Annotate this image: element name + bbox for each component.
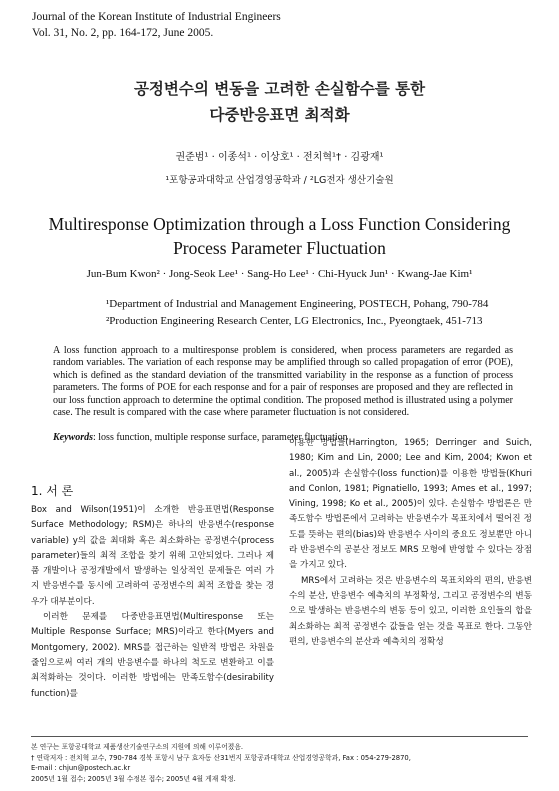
journal-header (32, 9, 281, 41)
english-affiliations (106, 296, 488, 330)
abstract: A loss function approach to a multiresponse problem is considered, when process parameters are regarded as random variables. The variation of each response may be amplified through so called propagation of error (POE), which is defined as the standard deviation of the transmitted variability in the response as a function of process parameters. The forms of POE for each response and for a pair of responses are proposed and they are reflected in our loss function approach to determine the optimal condition. The proposed method is illustrated using a polymer case. The result is compared with the case where parameter fluctuation is not considered. (53, 345, 513, 419)
affiliation-2: ²Production Engineering Research Center, LG Electronics, Inc., Pyeongtaek, 451-713 (106, 315, 483, 327)
right-column (289, 436, 532, 650)
left-column (31, 503, 274, 702)
paragraph: MRS에서 고려하는 것은 반응변수의 목표치와의 편의, 반응변수의 분산, 반응변수 예측치의 부정확성, 그리고 공정변수의 변동으로 발생하는 반응변수의 변동 등이 있고, 이러한 요인들의 합을 최소화하는 최적 공정변수 값들을 얻는 것을 목표로 한다. 그동안 편의, 반응변수의 분산과 예측치의 정확성 (289, 575, 532, 647)
footnote-dates: 2005년 1월 접수; 2005년 3월 수정본 접수; 2005년 4월 게재 확정. (31, 774, 236, 783)
english-title-line2: Process Parameter Fluctuation (173, 238, 386, 258)
keywords-label: Keywords (53, 432, 93, 443)
korean-title (0, 76, 559, 128)
journal-name: Journal of the Korean Institute of Industrial Engineers (32, 11, 281, 23)
english-authors: Jun-Bum Kwon² · Jong-Seok Lee¹ · Sang-Ho Lee¹ · Chi-Hyuck Jun¹ · Kwang-Jae Kim¹ (86, 268, 473, 280)
footnote-contact: † 연락저자 : 전치혁 교수, 790-784 경북 포항시 남구 효자동 산31번지 포항공과대학교 산업경영공학과, Fax : 054-279-2870, (31, 753, 411, 762)
keywords-text: : loss function, multiple response surface, parameter fluctuation (93, 432, 348, 443)
journal-volume: Vol. 31, No. 2, pp. 164-172, June 2005. (32, 27, 214, 39)
english-title (0, 212, 559, 260)
korean-authors: 권준범¹ · 이종석¹ · 이상호¹ · 전치혁¹† · 김광재¹ (175, 152, 384, 163)
korean-title-line1: 공정변수의 변동을 고려한 손실함수를 통한 (133, 79, 426, 98)
affiliation-1: ¹Department of Industrial and Management Engineering, POSTECH, Pohang, 790-784 (106, 298, 489, 310)
footnotes (31, 742, 411, 784)
footnote-email: E-mail : chjun@postech.ac.kr (31, 764, 131, 772)
footnote-divider (31, 736, 528, 737)
korean-title-line2: 다중반응표면 최적화 (209, 105, 350, 124)
english-title-line1: Multiresponse Optimization through a Loss Function Considering (48, 214, 511, 234)
paragraph: 이러한 문제를 다중반응표면법(Multiresponse 또는 Multiple Response Surface; MRS)이라고 한다(Myers and Montgomery, 2002). MRS를 접근하는 일반적 방법은 차원을 줄임으로써 여러 개의 반응변수를 하나의 척도로 변환하고 이를 최적화하는 것이다. 이러한 방법에는 만족도함수(desirability function)를 (31, 612, 274, 699)
paragraph: 이용한 방법들(Harrington, 1965; Derringer and Suich, 1980; Kim and Lin, 2000; Lee and Kim, 2004; Kwon et al., 2005)과 손실함수(loss function)를 이용한 방법들(Khuri and Conlon, 1981; Pignatiello, 1993; Ames et al., 1997; Vining, 1998; Ko et al., 2005)이 있다. 손실함수 방법론은 만족도함수 방법론에서 고려하는 반응변수가 목표치에서 떨어진 정도를 뜻하는 편의(bias)와 반응변수 사이의 중요도 정보뿐만 아니라 반응변수의 공분산 정보도 MRS 모형에 반영할 수 있다는 장점을 가지고 있다. (289, 438, 532, 571)
korean-affiliation: ¹포항공과대학교 산업경영공학과 / ²LG전자 생산기술원 (165, 175, 394, 186)
section-heading: 1. 서 론 (31, 484, 74, 498)
footnote-funding: 본 연구는 포항공대학교 제품생산기술연구소의 지원에 의해 이루어졌음. (31, 743, 244, 751)
paragraph: Box and Wilson(1951)이 소개한 반응표면법(Response Surface Methodology; RSM)은 하나의 반응변수(response variable) y의 값을 최대화 혹은 최소화하는 공정변수(process parameter)들의 최적 조합을 찾기 위해 고안되었다. 그러나 제품 개발이나 공정개발에서 발생하는 일상적인 문제들은 여러 가지 반응변수를 동시에 고려하여 공정변수의 최적 조합을 찾는 경우가 대부분이다. (31, 505, 274, 607)
